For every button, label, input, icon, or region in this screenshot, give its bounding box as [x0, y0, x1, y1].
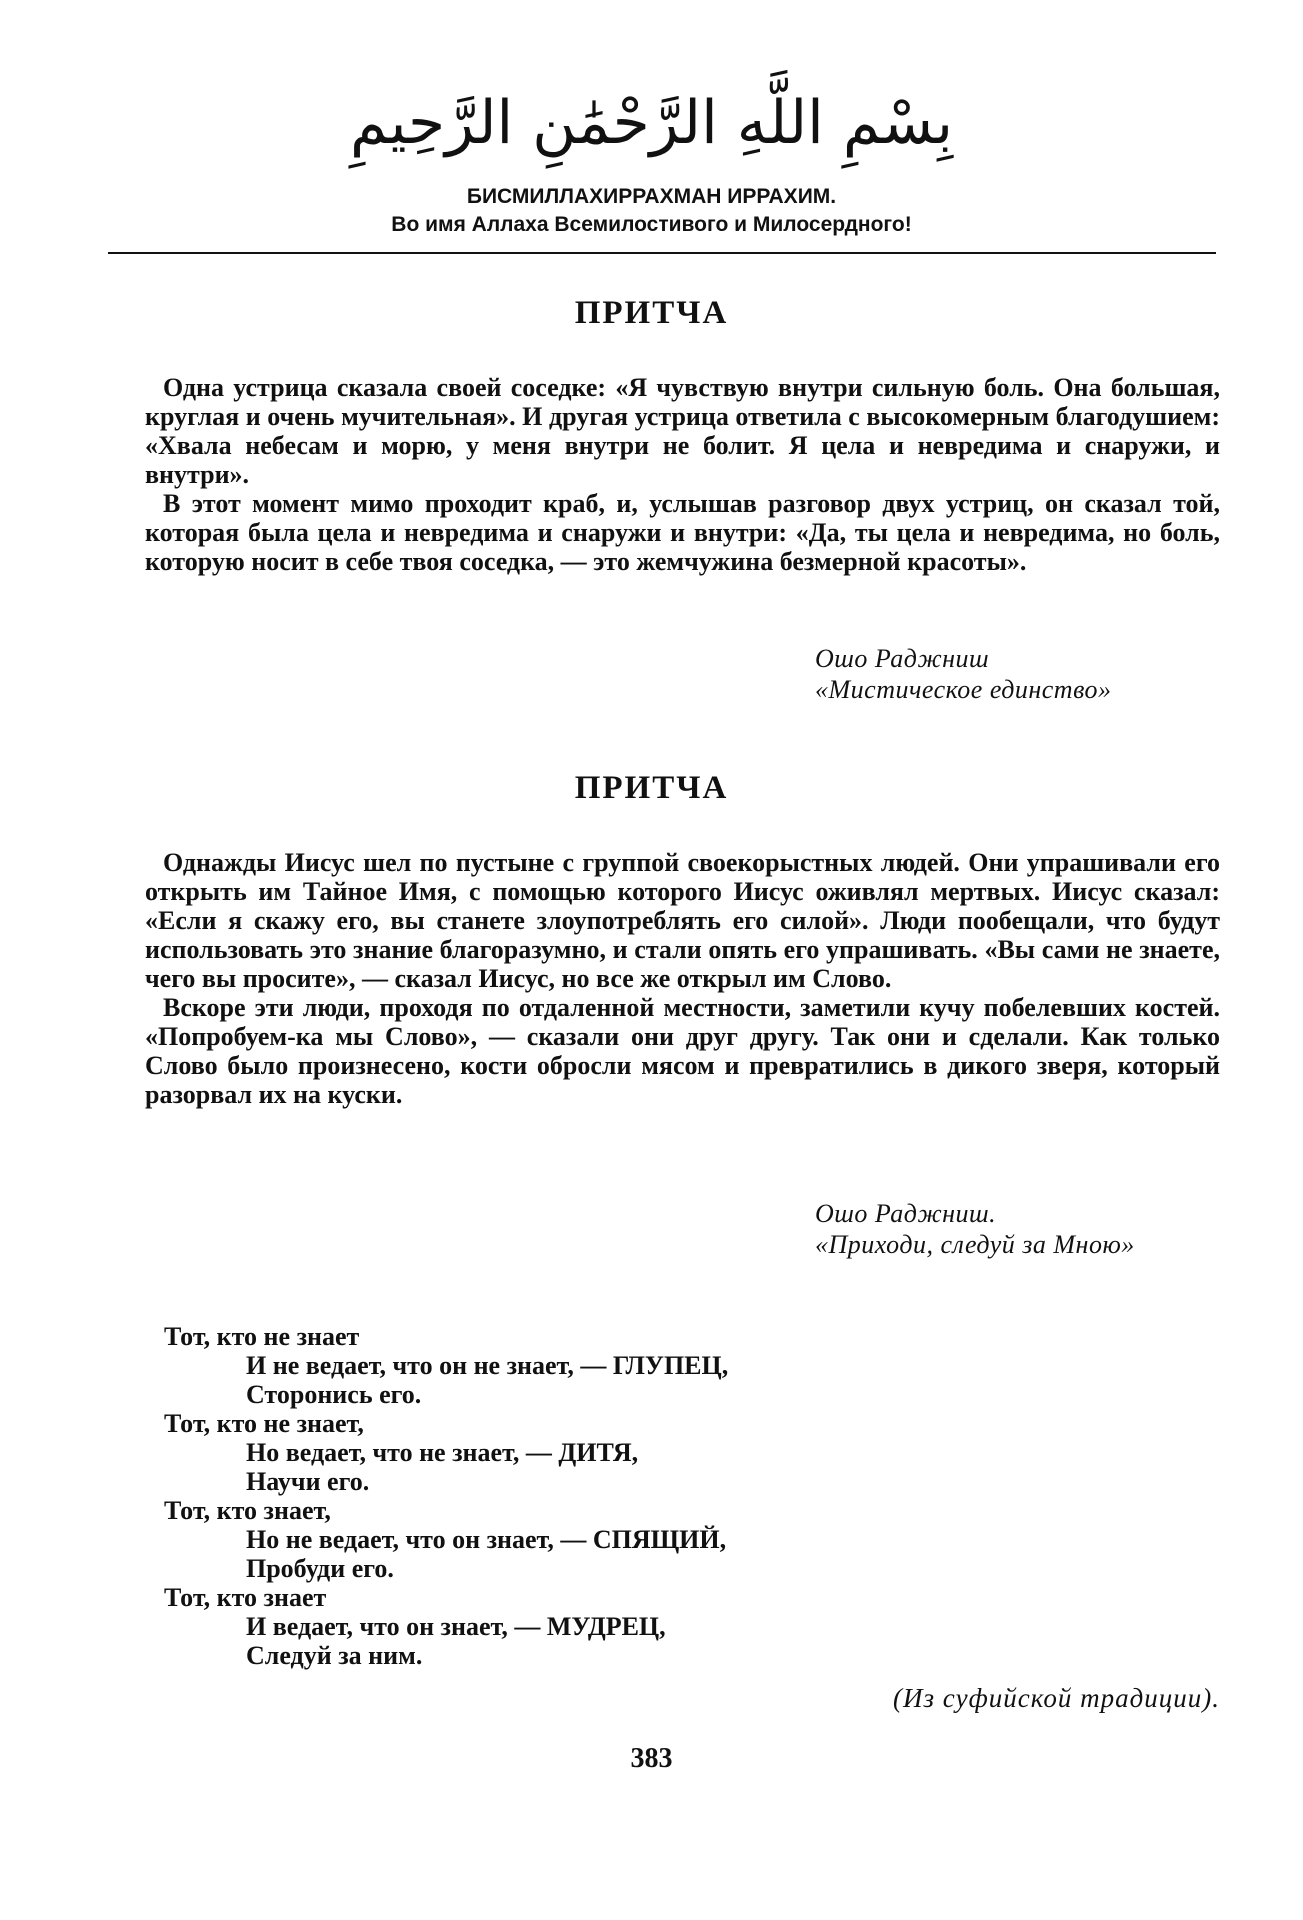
poem-line: Тот, кто не знает	[164, 1322, 360, 1351]
parable-1-paragraph-1: Одна устрица сказала своей соседке: «Я чувствую внутри сильную боль. Она большая, круглая и очень мучительная». И другая устрица ответила с высокомерным благодушием: «Хвала небесам и морю, у меня внутри не болит. Я цела и невредима и снаружи, и внутри».	[145, 373, 1220, 489]
parable-1-attribution	[815, 643, 1220, 705]
poem-line: Пробуди его.	[246, 1554, 394, 1583]
poem-line: И не ведает, что он не знает, — ГЛУПЕЦ,	[246, 1351, 729, 1380]
poem-line: Научи его.	[246, 1467, 370, 1496]
page-number: 383	[630, 1743, 673, 1774]
parable-1-text	[145, 373, 1220, 576]
parable-2-source: «Приходи, следуй за Мною»	[815, 1230, 1135, 1259]
header-divider	[108, 252, 1216, 254]
sufi-poem	[164, 1322, 1064, 1670]
bismillah-transliteration: БИСМИЛЛАХИРРАХМАН ИРРАХИМ.	[466, 185, 837, 208]
parable-2-paragraph-1: Однажды Иисус шел по пустыне с группой своекорыстных людей. Они упрашивали его открыть им Тайное Имя, с помощью которого Иисус оживлял мертвых. Иисус сказал: «Если я скажу его, вы станете злоупотреблять его силой». Люди пообещали, что будут использовать это знание благоразумно, и стали опять его упрашивать. «Вы сами не знаете, чего вы просите», — сказал Иисус, но все же открыл им Слово.	[145, 848, 1220, 993]
parable-1-author: Ошо Раджниш	[815, 644, 990, 673]
parable-2-title: ПРИТЧА	[574, 770, 729, 806]
poem-line: И ведает, что он знает, — МУДРЕЦ,	[246, 1612, 666, 1641]
bismillah-calligraphy: بِسْمِ اللَّهِ الرَّحْمَٰنِ الرَّحِيمِ	[349, 88, 954, 158]
parable-1-paragraph-2: В этот момент мимо проходит краб, и, услышав разговор двух устриц, он сказал той, которая была цела и невредима и снаружи и внутри: «Да, ты цела и невредима, но боль, которую носит в себе твоя соседка, — это жемчужина безмерной красоты».	[145, 489, 1220, 576]
poem-line: Но ведает, что не знает, — ДИТЯ,	[246, 1438, 639, 1467]
parable-2-paragraph-2: Вскоре эти люди, проходя по отдаленной местности, заметили кучу побелевших костей. «Попробуем-ка мы Слово», — сказали они друг другу. Так они и сделали. Как только Слово было произнесено, кости обросли мясом и превратились в дикого зверя, который разорвал их на куски.	[145, 993, 1220, 1109]
parable-2-attribution	[815, 1198, 1220, 1260]
poem-line: Тот, кто знает,	[164, 1496, 331, 1525]
poem-line: Но не ведает, что он знает, — СПЯЩИЙ,	[246, 1525, 727, 1554]
parable-1-title: ПРИТЧА	[574, 295, 729, 331]
parable-1-source: «Мистическое единство»	[815, 675, 1112, 704]
poem-source: (Из суфийской традиции).	[893, 1683, 1220, 1713]
poem-line: Тот, кто не знает,	[164, 1409, 364, 1438]
poem-line: Сторонись его.	[246, 1380, 422, 1409]
parable-2-text	[145, 848, 1220, 1109]
parable-2-author: Ошо Раджниш.	[815, 1199, 997, 1228]
poem-line: Следуй за ним.	[246, 1641, 423, 1670]
bismillah-translation: Во имя Аллаха Всемилостивого и Милосердного!	[391, 213, 912, 236]
poem-line: Тот, кто знает	[164, 1583, 327, 1612]
